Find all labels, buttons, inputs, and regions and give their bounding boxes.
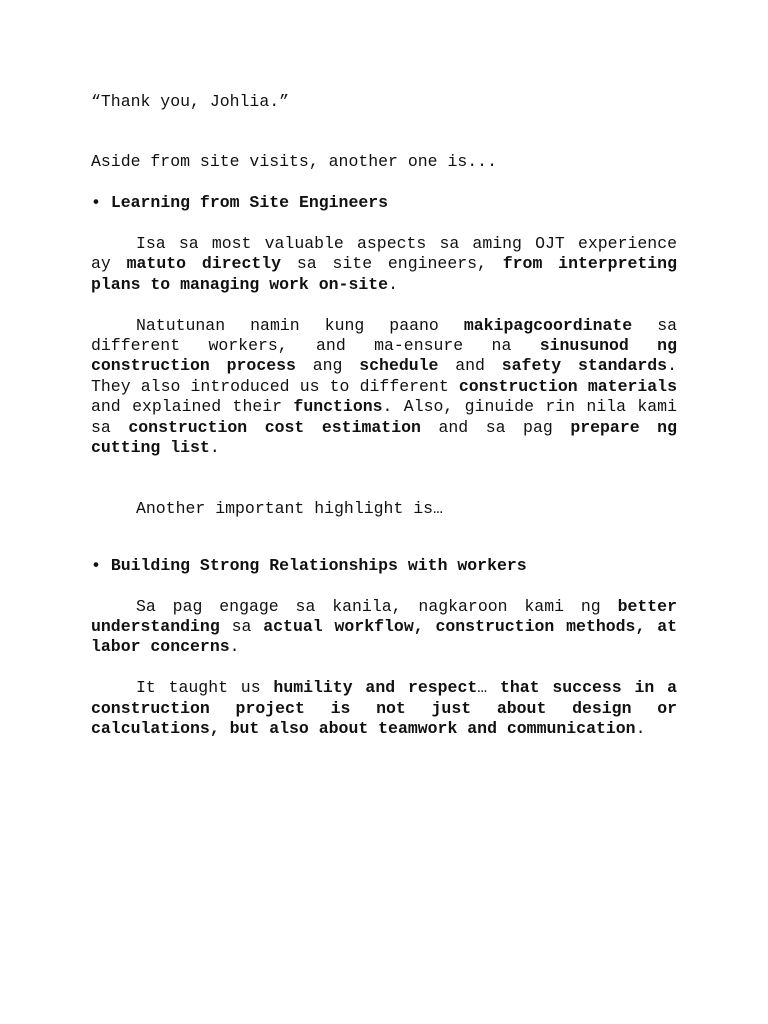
bullet-icon: • [91, 555, 101, 575]
text-run: . [635, 719, 646, 739]
quote-line [91, 92, 677, 112]
paragraph-site-engineers [91, 234, 677, 295]
spacer [91, 214, 677, 234]
paragraph-coordination [91, 316, 677, 459]
bold-run: matuto directly [126, 254, 282, 274]
spacer [91, 173, 677, 193]
spacer [91, 458, 677, 499]
spacer [91, 112, 677, 152]
text-run: . [209, 438, 220, 458]
spacer [91, 658, 677, 678]
spacer [91, 295, 677, 315]
section-heading-learning [91, 193, 677, 213]
section-title: Learning from Site Engineers [110, 193, 389, 213]
text-run: and [438, 356, 502, 376]
text-run: Natutunan namin kung paano [136, 315, 464, 335]
text-run: and sa pag [420, 417, 571, 437]
text-run: sa site engineers, [281, 254, 503, 274]
bold-run: prepare ng cutting list [91, 417, 677, 458]
section-title: Building Strong Relationships with workers [110, 555, 527, 575]
text-run: . They also introduced us to different [91, 356, 677, 396]
bold-run: functions [293, 397, 383, 417]
text-run: Sa pag engage sa kanila, nagkaroon kami ng [136, 596, 618, 616]
intro-text: Aside from site visits, another one is... [91, 152, 497, 172]
text-run: Isa sa most valuable aspects sa aming OJT experience ay [91, 234, 677, 274]
text-run: and explained their [91, 397, 294, 417]
text-run: . [229, 637, 240, 657]
bold-run: construction cost estimation [128, 417, 421, 437]
paragraph-engagement [91, 597, 677, 658]
text-run: sa different workers, and ma-ensure na [91, 315, 677, 356]
bold-run: makipagcoordinate [463, 315, 633, 335]
bullet-icon: • [91, 193, 101, 213]
bold-run: actual workflow, construction methods, at labor concerns [91, 617, 678, 657]
spacer [91, 576, 677, 596]
text-run: It taught us [136, 678, 274, 698]
intro-line [91, 152, 677, 172]
text-run: . [388, 274, 398, 294]
bold-run: schedule [359, 356, 439, 376]
bold-run: from interpreting plans to managing work on-site [91, 254, 677, 294]
bold-run: better understanding [91, 596, 677, 637]
quote-text: “Thank you, Johlia.” [91, 92, 290, 111]
bold-run: humility and respect [273, 678, 478, 698]
bold-run: sinusunod ng construction process [91, 336, 677, 376]
bold-run: construction materials [458, 376, 677, 396]
transition-text: Another important highlight is… [136, 499, 443, 519]
text-run: sa [219, 617, 264, 637]
document-body [91, 92, 677, 739]
section-heading-relationships [91, 556, 677, 576]
transition-line [91, 499, 677, 519]
bold-run: that success in a construction project is not just about design or calculations, but also about teamwork and communication [91, 678, 677, 739]
text-run: … [477, 678, 500, 698]
text-run: . Also, ginuide rin nila kami sa [91, 397, 677, 437]
text-run: ang [295, 356, 360, 376]
paragraph-humility [91, 678, 677, 739]
bold-run: safety standards [501, 356, 668, 376]
spacer [91, 520, 677, 556]
